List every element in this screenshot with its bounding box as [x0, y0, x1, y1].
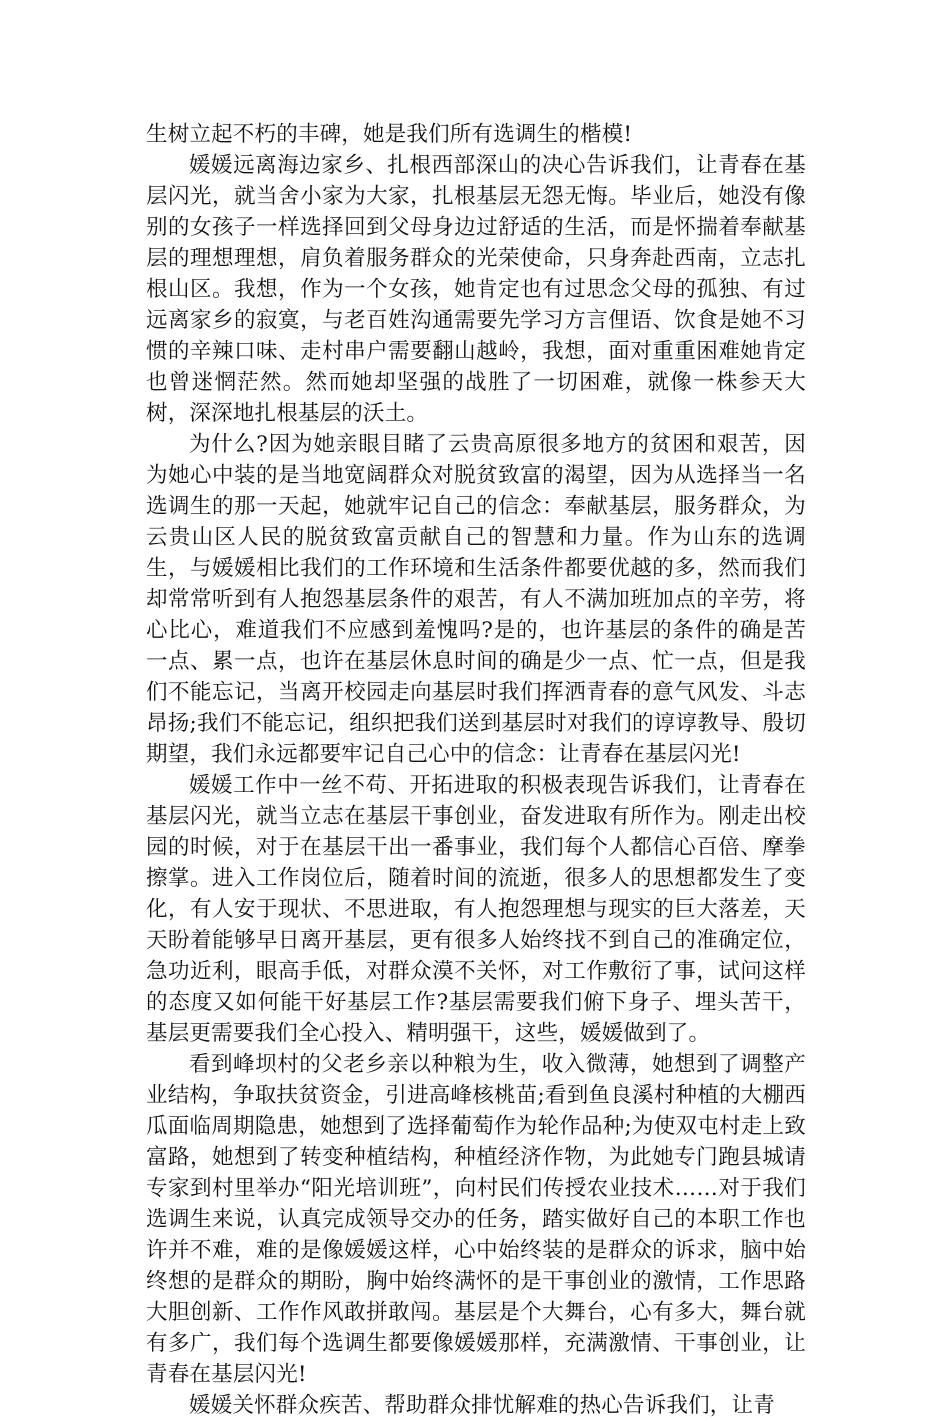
paragraph: 生树立起不朽的丰碑，她是我们所有选调生的楷模! — [146, 122, 633, 147]
document-body — [146, 119, 806, 1421]
paragraph: 媛媛工作中一丝不苟、开拓进取的积极表现告诉我们，让青春在基层闪光，就当立志在基层干事创业，奋发进取有所作为。刚走出校园的时候，对于在基层干出一番事业，我们每个人都信心百倍、摩拳擦掌。进入工作岗位后，随着时间的流逝，很多人的思想都发生了变化，有人安于现状、不思进取，有人抱怨理想与现实的巨大落差，天天盼着能够早日离开基层，更有很多人始终找不到自己的准确定位，急功近利，眼高手低，对群众漠不关怀，对工作敷衍了事，试问这样的态度又如何能干好基层工作?基层需要我们俯下身子、埋头苦干，基层更需要我们全心投入、精明强干，这些，媛媛做到了。 — [146, 773, 806, 1046]
paragraph: 媛媛远离海边家乡、扎根西部深山的决心告诉我们，让青春在基层闪光，就当舍小家为大家，扎根基层无怨无悔。毕业后，她没有像别的女孩子一样选择回到父母身边过舒适的生活，而是怀揣着奉献基层的理想理想，肩负着服务群众的光荣使命，只身奔赴西南，立志扎根山区。我想，作为一个女孩，她肯定也有过思念父母的孤独、有过远离家乡的寂寞，与老百姓沟通需要先学习方言俚语、饮食是她不习惯的辛辣口味、走村串户需要翻山越岭，我想，面对重重困难她肯定也曾迷惘茫然。然而她却坚强的战胜了一切困难，就像一株参天大树，深深地扎根基层的沃土。 — [146, 153, 806, 426]
paragraph: 媛媛关怀群众疾苦、帮助群众排忧解难的热心告诉我们，让青 — [189, 1393, 775, 1418]
paragraph: 为什么?因为她亲眼目睹了云贵高原很多地方的贫困和艰苦，因为她心中装的是当地宽阔群众对脱贫致富的渴望，因为从选择当一名选调生的那一天起，她就牢记自己的信念：奉献基层，服务群众，为云贵山区人民的脱贫致富贡献自己的智慧和力量。作为山东的选调生，与媛媛相比我们的工作环境和生活条件都要优越的多，然而我们却常常听到有人抱怨基层条件的艰苦，有人不满加班加点的辛劳，将心比心，难道我们不应感到羞愧吗?是的，也许基层的条件的确是苦一点、累一点，也许在基层休息时间的确是少一点、忙一点，但是我们不能忘记，当离开校园走向基层时我们挥洒青春的意气风发、斗志昂扬;我们不能忘记，组织把我们送到基层时对我们的谆谆教导、殷切期望，我们永远都要牢记自己心中的信念：让青春在基层闪光! — [146, 432, 806, 767]
paragraph: 看到峰坝村的父老乡亲以种粮为生，收入微薄，她想到了调整产业结构，争取扶贫资金，引进高峰核桃苗;看到鱼良溪村种植的大棚西瓜面临周期隐患，她想到了选择葡萄作为轮作品种;为使双屯村走上致富路，她想到了转变种植结构，种植经济作物，为此她专门跑县城请专家到村里举办“阳光培训班”，向村民们传授农业技术……对于我们选调生来说，认真完成领导交办的任务，踏实做好自己的本职工作也许并不难，难的是像媛媛这样，心中始终装的是群众的诉求，脑中始终想的是群众的期盼，胸中始终满怀的是干事创业的激情，工作思路大胆创新、工作作风敢拼敢闯。基层是个大舞台，心有多大，舞台就有多广，我们每个选调生都要像媛媛那样，充满激情、干事创业，让青春在基层闪光! — [146, 1052, 806, 1387]
